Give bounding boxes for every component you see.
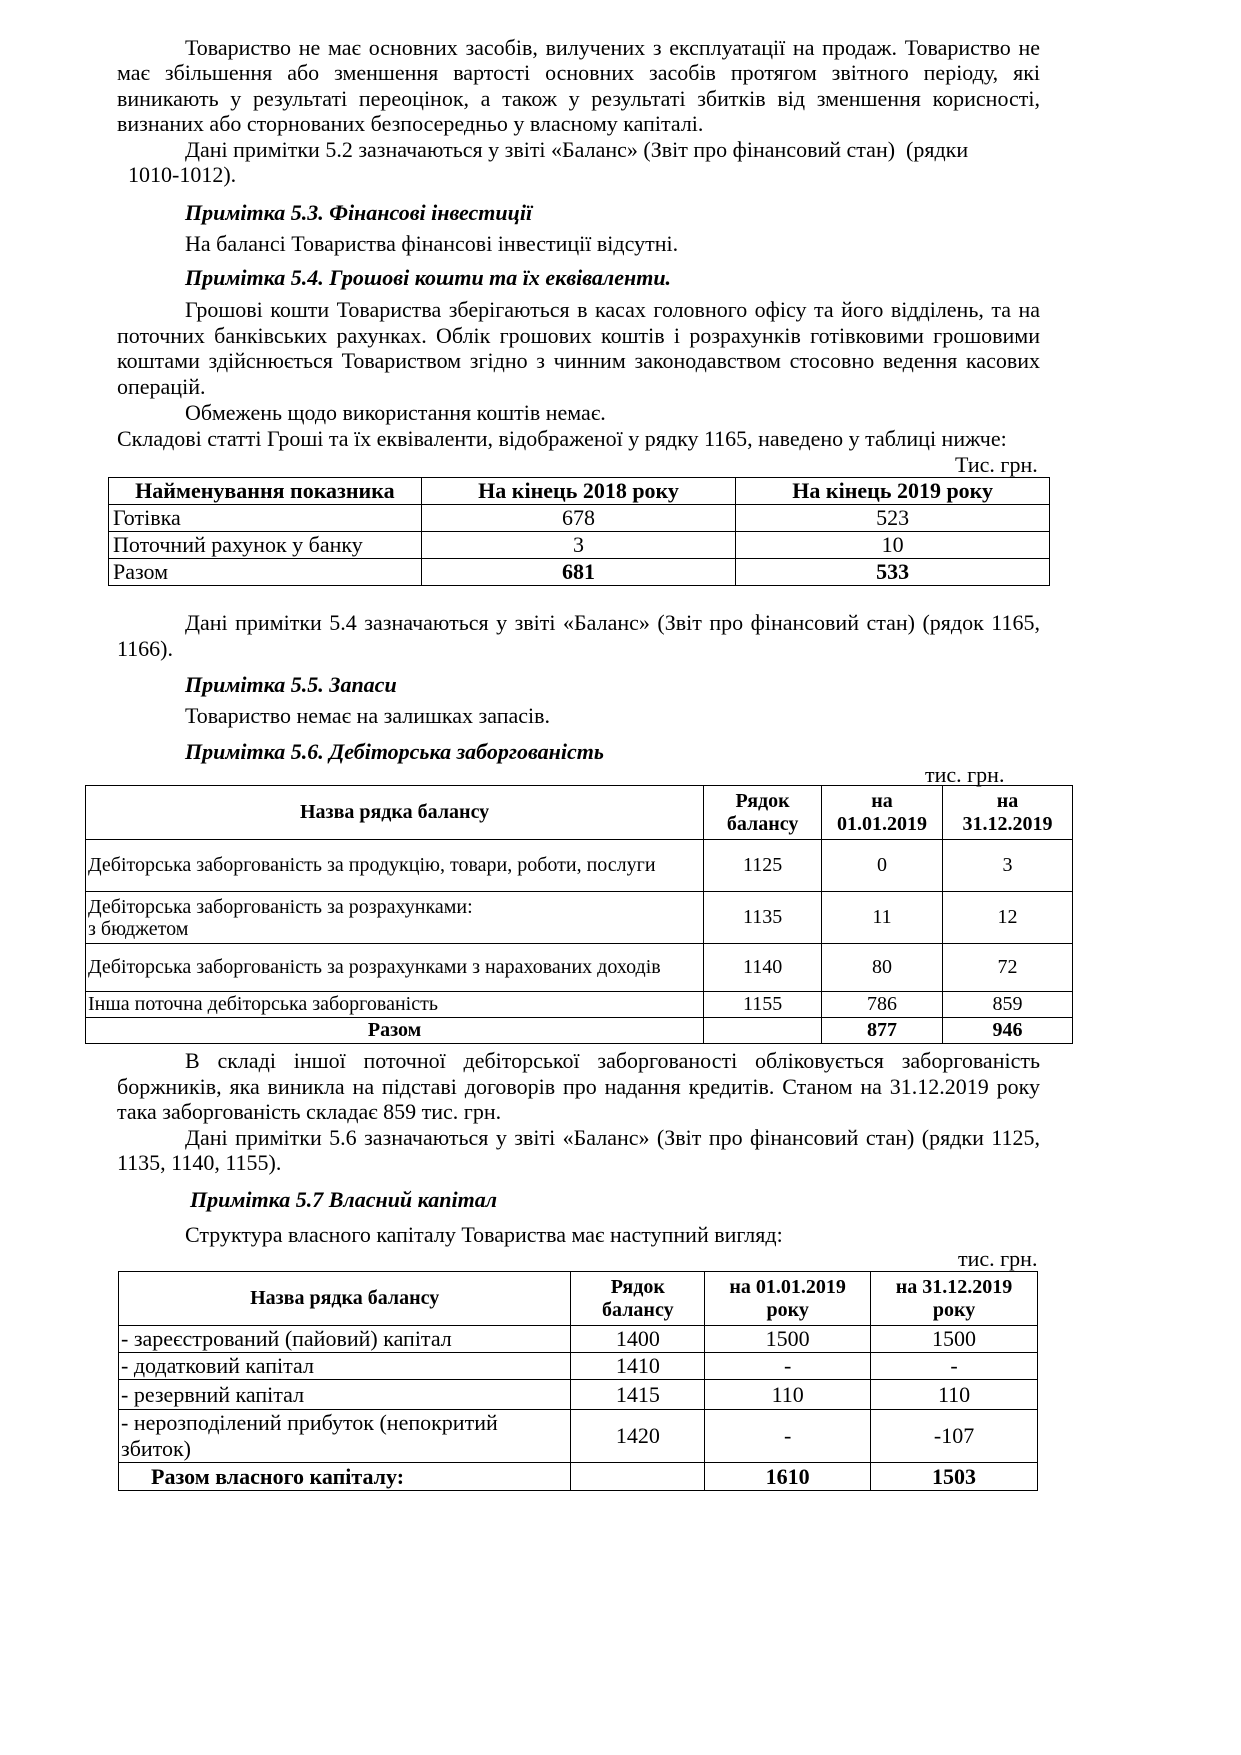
intro-line-1: Товариство не має основних засобів, вилучених з експлуатації на продаж. Товариство не <box>185 35 1040 60</box>
equity-code: 1400 <box>571 1326 705 1353</box>
cash-total-label: Разом <box>109 559 422 586</box>
note-5-4-unit: Тис. грн. <box>955 452 1038 477</box>
receivables-end: 859 <box>943 992 1073 1018</box>
cash-header-2018: На кінець 2018 року <box>421 478 736 505</box>
receivables-header-end-b: 31.12.2019 <box>962 812 1053 835</box>
receivables-total-label: Разом <box>86 1018 704 1044</box>
table-row <box>86 944 1073 992</box>
receivables-end: 72 <box>943 944 1073 992</box>
equity-header-start <box>705 1272 871 1326</box>
equity-code: 1420 <box>571 1410 705 1463</box>
equity-end: 1500 <box>871 1326 1038 1353</box>
note-5-4-line-4: операцій. <box>117 374 206 399</box>
receivables-header-name: Назва рядка балансу <box>86 786 704 840</box>
note-5-6-heading: Примітка 5.6. Дебіторська заборгованість <box>185 739 604 764</box>
cash-cell: 10 <box>736 532 1050 559</box>
intro-line-5: Дані примітки 5.2 зазначаються у звіті «Баланс» (Звіт про фінансовий стан) (рядки <box>185 137 969 162</box>
receivables-header-code-a: Рядок <box>735 789 790 812</box>
equity-header-end-a: на 31.12.2019 <box>895 1275 1013 1298</box>
receivables-header-end-a: на <box>996 789 1019 812</box>
note-5-7-text: Структура власного капіталу Товариства має наступний вигляд: <box>185 1222 783 1247</box>
receivables-start: 0 <box>822 840 943 892</box>
equity-header-start-b: року <box>766 1298 809 1321</box>
cash-header-2019: На кінець 2019 року <box>736 478 1050 505</box>
equity-header-name: Назва рядка балансу <box>119 1272 571 1326</box>
equity-code: 1415 <box>571 1380 705 1410</box>
cash-cell: 3 <box>421 532 736 559</box>
note-5-6-line-5: 1135, 1140, 1155). <box>117 1150 282 1175</box>
cash-total-2018: 681 <box>421 559 736 586</box>
note-5-4-line-3: коштами здійснюється Товариством згідно з чинним законодавством стосовно ведення касових <box>117 348 1040 373</box>
table-row <box>86 1018 1073 1044</box>
receivables-code: 1135 <box>704 892 822 944</box>
equity-header-code-b: балансу <box>602 1298 674 1321</box>
equity-name: - зареєстрований (пайовий) капітал <box>119 1326 571 1353</box>
note-5-4-line-2: поточних банківських рахунках. Облік грошових коштів і розрахунків готівковими грошовими <box>117 323 1040 348</box>
cash-cell: 523 <box>736 505 1050 532</box>
receivables-end: 3 <box>943 840 1073 892</box>
receivables-start: 80 <box>822 944 943 992</box>
equity-name: - додатковий капітал <box>119 1353 571 1380</box>
receivables-name <box>86 892 704 944</box>
cash-cell: Готівка <box>109 505 422 532</box>
equity-start: 1500 <box>705 1326 871 1353</box>
receivables-table <box>85 785 1073 1044</box>
note-5-6-line-3: така заборгованість складає 859 тис. грн. <box>117 1099 502 1124</box>
table-row <box>86 892 1073 944</box>
equity-header-code-a: Рядок <box>610 1275 665 1298</box>
equity-code: 1410 <box>571 1353 705 1380</box>
equity-start: 110 <box>705 1380 871 1410</box>
receivables-header-start <box>822 786 943 840</box>
equity-end: - <box>871 1353 1038 1380</box>
equity-name: - нерозподілений прибуток (непокритий збиток) <box>119 1410 571 1463</box>
receivables-name: Дебіторська заборгованість за продукцію, товари, роботи, послуги <box>86 840 704 892</box>
equity-total-end: 1503 <box>871 1463 1038 1491</box>
equity-end: -107 <box>871 1410 1038 1463</box>
equity-table <box>118 1271 1038 1491</box>
note-5-4-line-1: Грошові кошти Товариства зберігаються в касах головного офісу та його відділень, та на <box>185 297 1040 322</box>
table-row <box>119 1410 1038 1463</box>
receivables-total-code <box>704 1018 822 1044</box>
note-5-4-line-6: Складові статті Гроші та їх еквіваленти, відображеної у рядку 1165, наведено у таблиці нижче: <box>117 426 1007 451</box>
equity-header-end <box>871 1272 1038 1326</box>
note-5-3-heading: Примітка 5.3. Фінансові інвестиції <box>185 200 533 225</box>
table-row <box>86 992 1073 1018</box>
note-5-7-heading: Примітка 5.7 Власний капітал <box>190 1187 498 1212</box>
note-5-5-heading: Примітка 5.5. Запаси <box>185 672 397 697</box>
receivables-header-code <box>704 786 822 840</box>
note-5-4-heading: Примітка 5.4. Грошові кошти та їх еквіваленти. <box>185 265 672 290</box>
receivables-end: 12 <box>943 892 1073 944</box>
receivables-header-start-b: 01.01.2019 <box>837 812 928 835</box>
receivables-name-line-1: Дебіторська заборгованість за розрахунками: <box>88 895 473 918</box>
note-5-6-line-2: боржників, яка виникла на підставі договорів про надання кредитів. Станом на 31.12.2019 року <box>117 1074 1040 1099</box>
table-row <box>119 1463 1038 1491</box>
equity-total-label: Разом власного капіталу: <box>119 1463 571 1491</box>
receivables-start: 786 <box>822 992 943 1018</box>
equity-name: - резервний капітал <box>119 1380 571 1410</box>
note-5-7-unit: тис. грн. <box>958 1246 1038 1271</box>
receivables-name: Дебіторська заборгованість за розрахунками з нарахованих доходів <box>86 944 704 992</box>
note-5-6-unit: тис. грн. <box>925 762 1005 787</box>
note-5-6-line-4: Дані примітки 5.6 зазначаються у звіті «Баланс» (Звіт про фінансовий стан) (рядки 1125, <box>185 1125 1040 1150</box>
equity-header-code <box>571 1272 705 1326</box>
cash-header-name: Найменування показника <box>109 478 422 505</box>
table-row <box>109 505 1050 532</box>
receivables-code: 1155 <box>704 992 822 1018</box>
equity-start: - <box>705 1353 871 1380</box>
receivables-name: Інша поточна дебіторська заборгованість <box>86 992 704 1018</box>
receivables-header-start-a: на <box>871 789 893 812</box>
equity-header-start-a: на 01.01.2019 <box>729 1275 846 1298</box>
intro-line-2: має збільшення або зменшення вартості основних засобів протягом звітного періоду, які <box>117 60 1040 85</box>
cash-cell: 678 <box>421 505 736 532</box>
receivables-header-code-b: балансу <box>726 812 799 835</box>
receivables-name-line-2: з бюджетом <box>88 917 189 940</box>
note-5-5-text: Товариство немає на залишках запасів. <box>185 703 551 728</box>
intro-line-4: визнаних або сторнованих безпосередньо у власному капіталі. <box>117 111 704 136</box>
receivables-code: 1140 <box>704 944 822 992</box>
table-row <box>86 840 1073 892</box>
receivables-total-start: 877 <box>822 1018 943 1044</box>
receivables-total-end: 946 <box>943 1018 1073 1044</box>
table-row <box>109 532 1050 559</box>
equity-start: - <box>705 1410 871 1463</box>
equity-header-end-b: року <box>932 1298 976 1321</box>
note-5-4-line-5: Обмежень щодо використання коштів немає. <box>185 400 606 425</box>
table-row <box>119 1353 1038 1380</box>
cash-total-2019: 533 <box>736 559 1050 586</box>
equity-end: 110 <box>871 1380 1038 1410</box>
receivables-code: 1125 <box>704 840 822 892</box>
note-5-4-after-2: 1166). <box>117 636 174 661</box>
note-5-4-after-1: Дані примітки 5.4 зазначаються у звіті «Баланс» (Звіт про фінансовий стан) (рядок 1165, <box>185 610 1040 635</box>
receivables-header-end <box>943 786 1073 840</box>
intro-line-6: 1010-1012). <box>128 162 237 187</box>
table-row <box>119 1380 1038 1410</box>
note-5-3-text: На балансі Товариства фінансові інвестиції відсутні. <box>185 231 679 256</box>
table-row <box>109 559 1050 586</box>
cash-table <box>108 477 1050 586</box>
equity-total-code <box>571 1463 705 1491</box>
equity-total-start: 1610 <box>705 1463 871 1491</box>
table-row <box>119 1326 1038 1353</box>
receivables-start: 11 <box>822 892 943 944</box>
intro-line-3: виникають у результаті переоцінок, а також у результаті збитків від зменшення корисності, <box>117 86 1040 111</box>
cash-cell: Поточний рахунок у банку <box>109 532 422 559</box>
note-5-6-line-1: В складі іншої поточної дебіторської заборгованості обліковується заборгованість <box>185 1048 1040 1073</box>
